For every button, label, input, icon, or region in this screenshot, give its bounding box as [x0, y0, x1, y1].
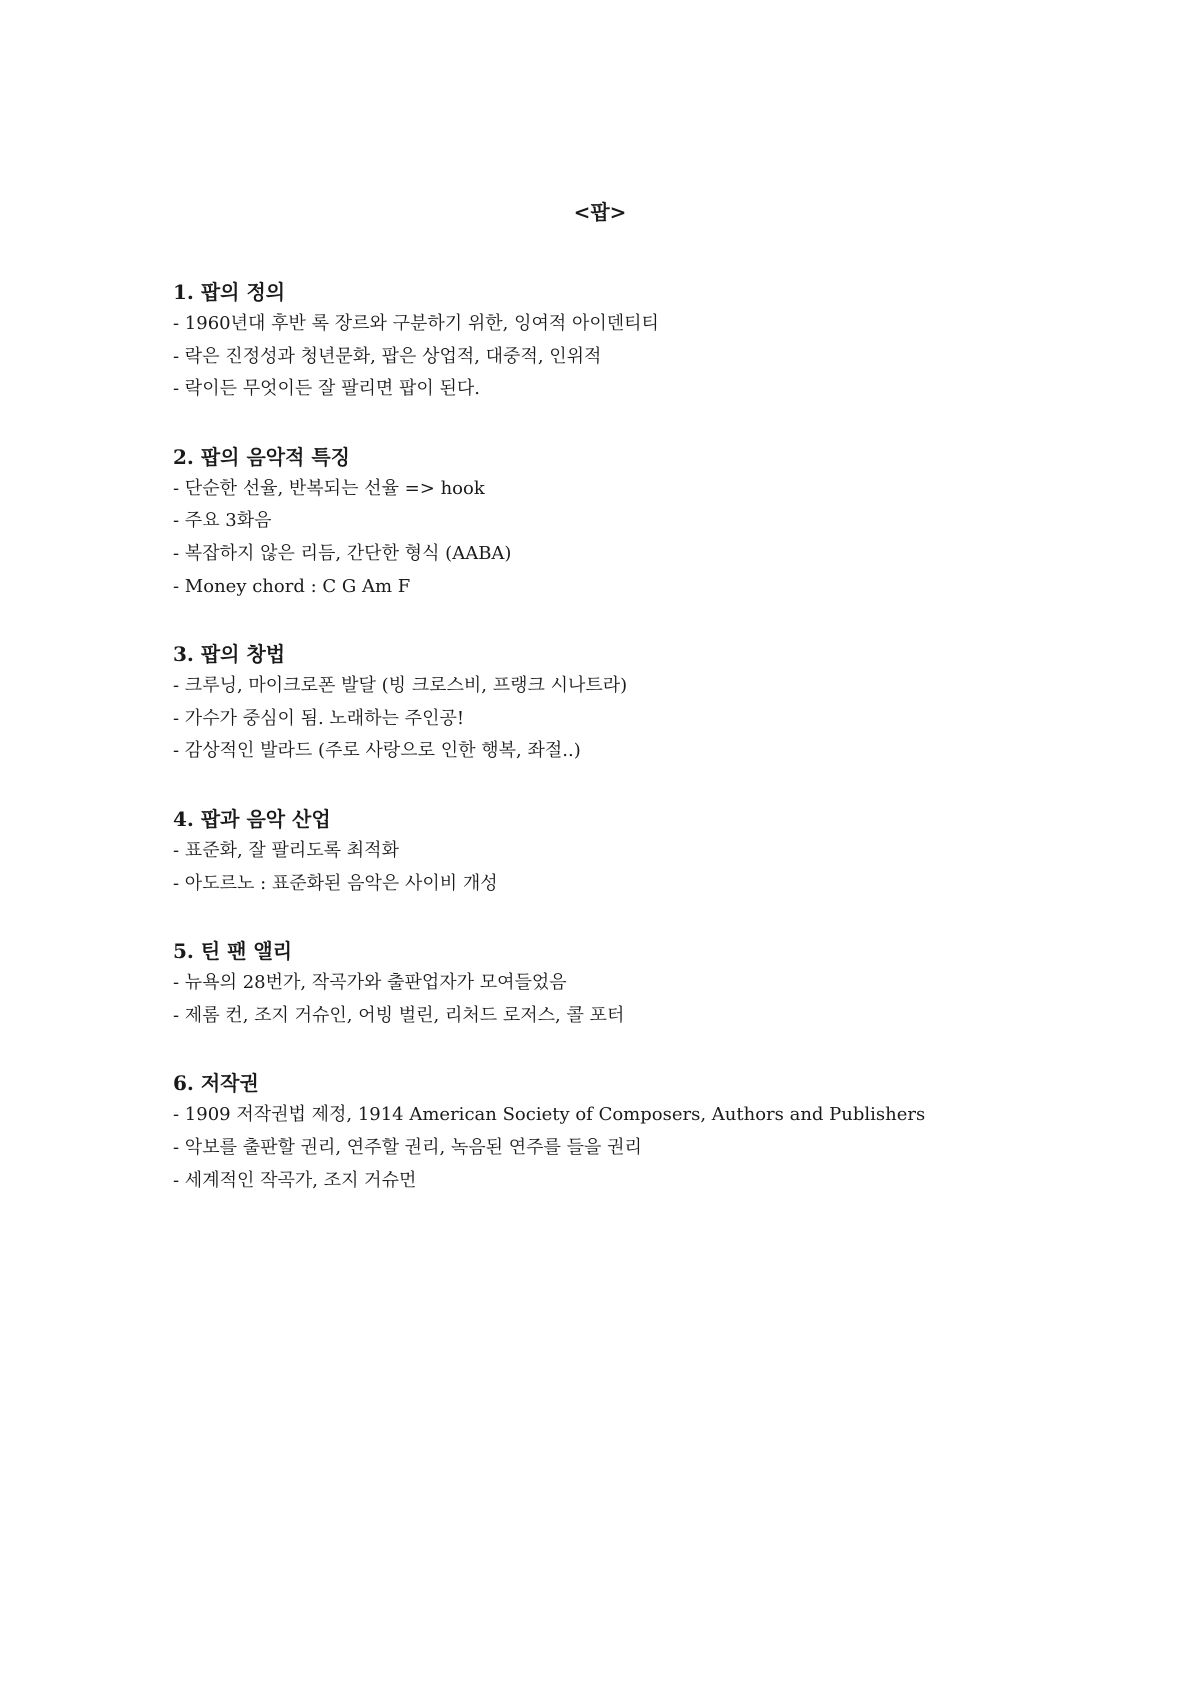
list-item: - 제롬 컨, 조지 거슈인, 어빙 벌린, 리처드 로저스, 콜 포터 — [173, 1004, 625, 1026]
list-item: - 세계적인 작곡가, 조지 거슈먼 — [173, 1169, 417, 1191]
list-item: - 락이든 무엇이든 잘 팔리면 팝이 된다. — [173, 378, 480, 400]
list-item: - 감상적인 발라드 (주로 사랑으로 인한 행복, 좌절..) — [173, 740, 581, 762]
list-item: - 주요 3화음 — [173, 510, 272, 532]
section-item-list — [173, 473, 1173, 603]
list-item: - 1909 저작권법 제정, 1914 American Society of Composers, Authors and Publishers — [173, 1104, 926, 1126]
list-item: - 락은 진정성과 청년문화, 팝은 상업적, 대중적, 인위적 — [173, 345, 602, 367]
section-heading: 5. 틴 팬 앨리 — [173, 939, 293, 964]
document-title: <팝> — [573, 200, 627, 224]
list-item: - 아도르노 : 표준화된 음악은 사이비 개성 — [173, 872, 498, 894]
section-item-list — [173, 1099, 1173, 1197]
document-body — [173, 276, 1173, 1232]
list-item: - 1960년대 후반 록 장르와 구분하기 위한, 잉여적 아이덴티티 — [173, 313, 659, 334]
list-item: - 복잡하지 않은 리듬, 간단한 형식 (AABA) — [173, 542, 512, 564]
section-singing-style — [173, 638, 1173, 768]
section-item-list — [173, 835, 1173, 900]
section-heading: 1. 팝의 정의 — [173, 280, 286, 304]
list-item: - 표준화, 잘 팔리도록 최적화 — [173, 839, 399, 861]
section-heading: 6. 저작권 — [173, 1071, 259, 1096]
section-copyright — [173, 1067, 1173, 1197]
section-heading: 2. 팝의 음악적 특징 — [173, 444, 351, 469]
section-music-industry — [173, 803, 1173, 900]
section-musical-features — [173, 441, 1173, 603]
section-pop-definition — [173, 276, 1173, 406]
list-item: - 악보를 출판할 권리, 연주할 권리, 녹음된 연주를 들을 권리 — [173, 1136, 642, 1158]
section-item-list — [173, 967, 1173, 1032]
list-item: - 단순한 선율, 반복되는 선율 => hook — [173, 477, 485, 499]
section-item-list — [173, 670, 1173, 768]
list-item: - 가수가 중심이 됨. 노래하는 주인공! — [173, 707, 465, 729]
section-tin-pan-alley — [173, 935, 1173, 1032]
list-item: - 뉴욕의 28번가, 작곡가와 출판업자가 모여들었음 — [173, 972, 567, 994]
section-item-list — [173, 308, 1173, 406]
section-heading: 3. 팝의 창법 — [173, 642, 286, 667]
section-heading: 4. 팝과 음악 산업 — [173, 806, 331, 831]
list-item: - 크루닝, 마이크로폰 발달 (빙 크로스비, 프랭크 시나트라) — [173, 675, 628, 697]
list-item: - Money chord : C G Am F — [173, 575, 411, 597]
